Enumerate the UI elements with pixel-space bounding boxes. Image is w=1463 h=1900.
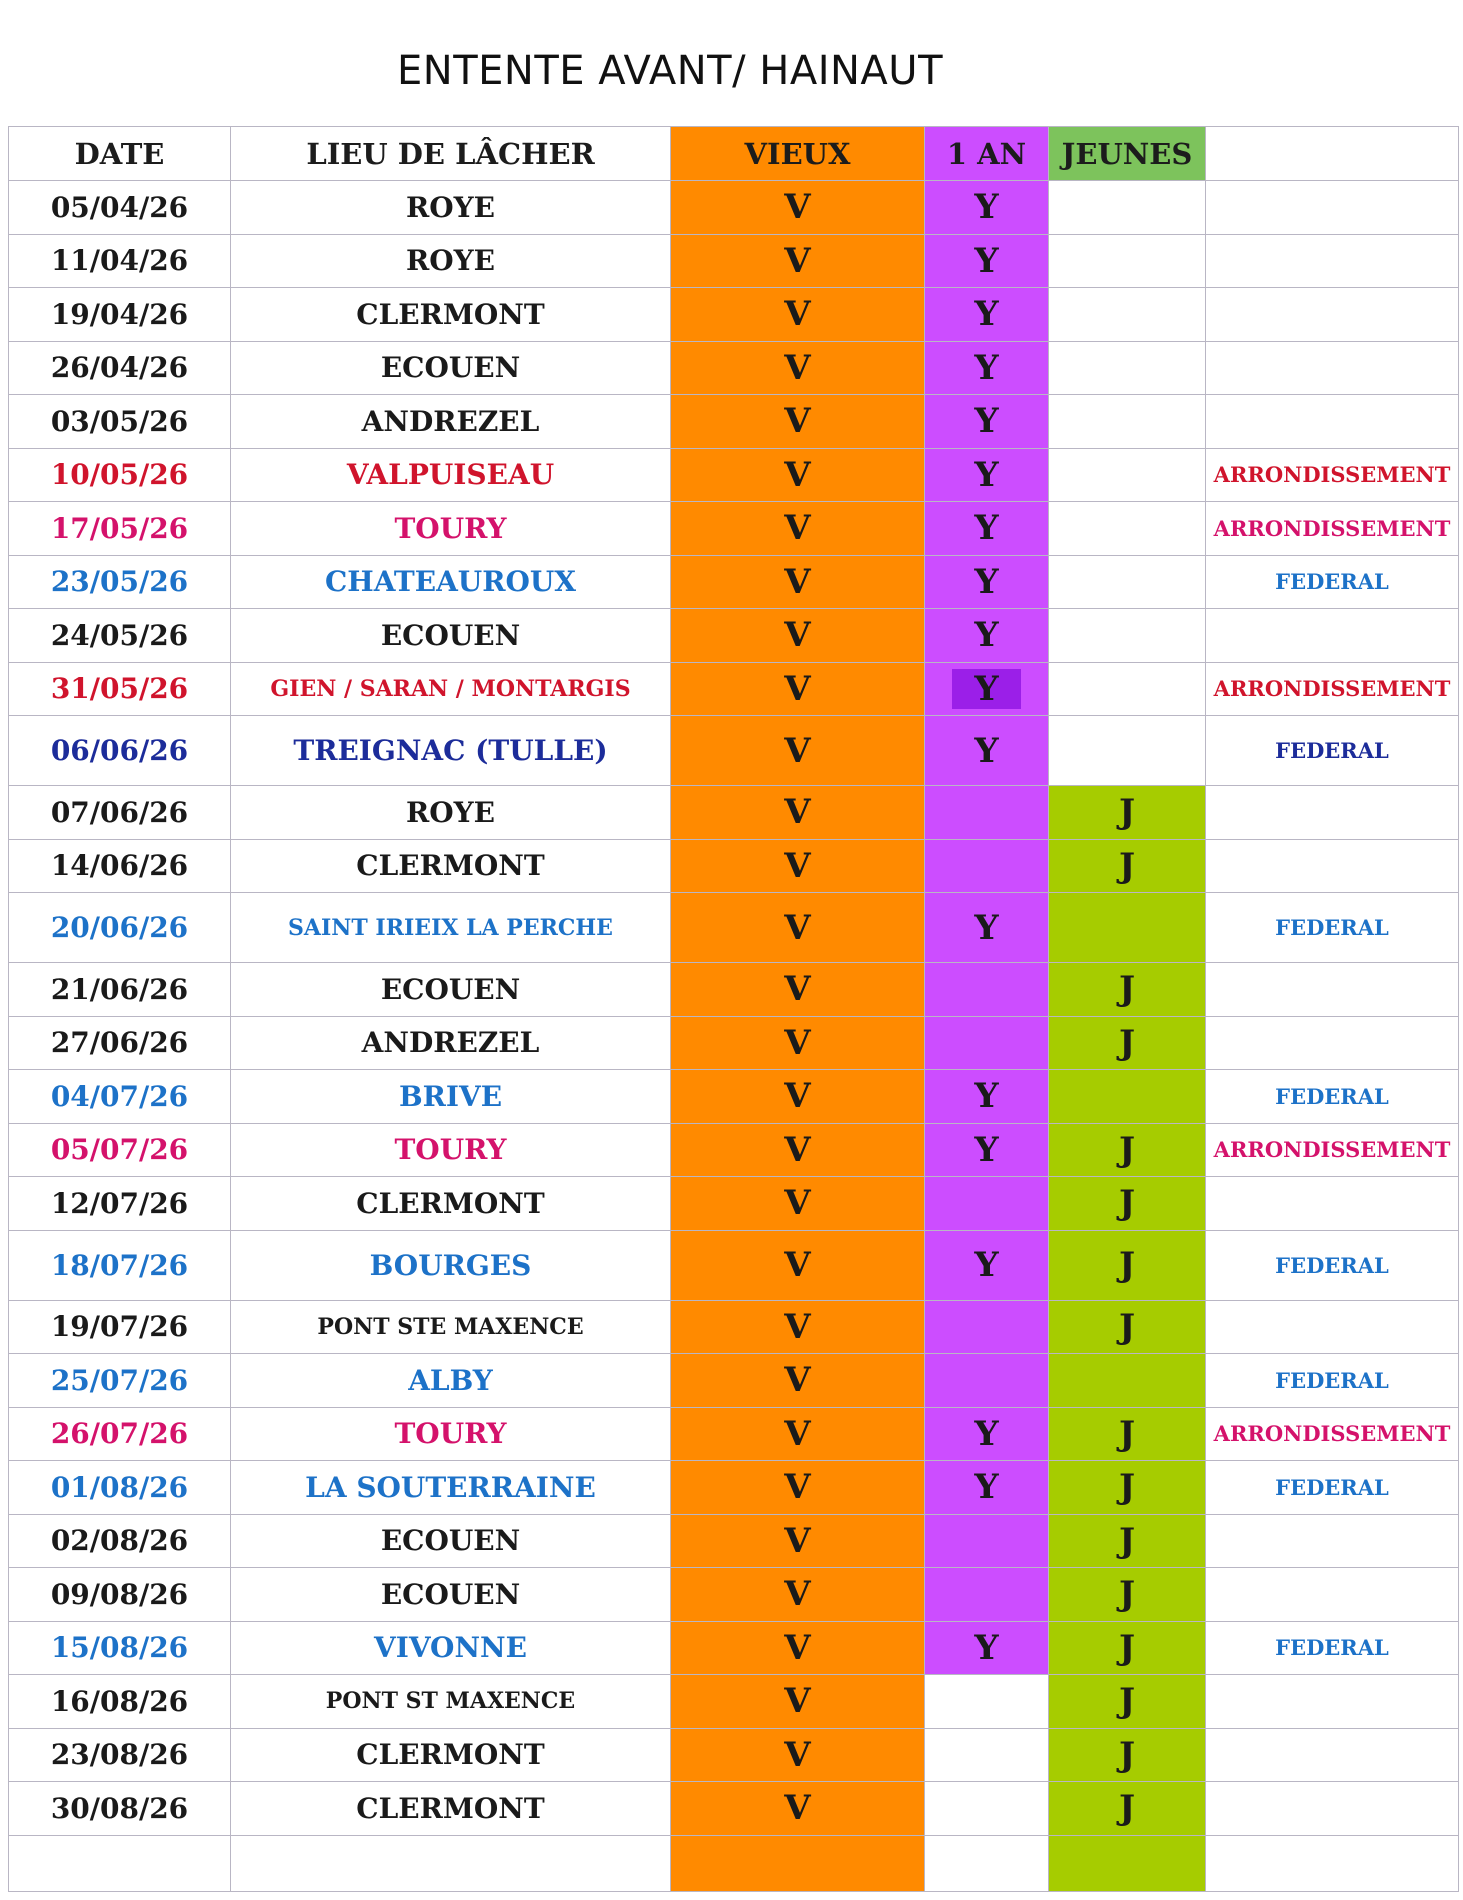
lieu-cell: SAINT IRIEIX LA PERCHE	[231, 893, 671, 963]
type-cell	[1206, 786, 1459, 840]
an-cell: Y	[925, 1461, 1049, 1515]
an-cell	[925, 786, 1049, 840]
lieu-cell: ALBY	[231, 1354, 671, 1408]
header-lieu: LIEU DE LÂCHER	[231, 127, 671, 181]
vieux-cell: V	[671, 1568, 925, 1622]
jeunes-cell	[1049, 1354, 1206, 1408]
lieu-cell: PONT ST MAXENCE	[231, 1675, 671, 1729]
vieux-cell: V	[671, 341, 925, 395]
lieu-cell: ANDREZEL	[231, 1016, 671, 1070]
vieux-cell: V	[671, 1728, 925, 1782]
vieux-cell: V	[671, 234, 925, 288]
lieu-cell: CLERMONT	[231, 288, 671, 342]
date-cell: 05/04/26	[9, 181, 231, 235]
lieu-cell: ECOUEN	[231, 1514, 671, 1568]
an-cell	[925, 1568, 1049, 1622]
an-cell: Y	[925, 893, 1049, 963]
type-cell	[1206, 288, 1459, 342]
lieu-cell: CLERMONT	[231, 839, 671, 893]
vieux-cell: V	[671, 963, 925, 1017]
date-cell: 20/06/26	[9, 893, 231, 963]
table-row	[9, 1835, 1459, 1891]
jeunes-cell: J	[1049, 1675, 1206, 1729]
type-cell: FEDERAL	[1206, 1354, 1459, 1408]
jeunes-cell	[1049, 555, 1206, 609]
jeunes-cell	[1049, 502, 1206, 556]
table-row	[9, 448, 1459, 502]
jeunes-cell	[1049, 609, 1206, 663]
an-cell: Y	[925, 234, 1049, 288]
vieux-cell	[671, 1835, 925, 1891]
lieu-cell: CLERMONT	[231, 1782, 671, 1836]
table-row	[9, 395, 1459, 449]
lieu-cell: LA SOUTERRAINE	[231, 1461, 671, 1515]
vieux-cell: V	[671, 555, 925, 609]
lieu-cell: ECOUEN	[231, 963, 671, 1017]
vieux-cell: V	[671, 1782, 925, 1836]
an-cell	[925, 1354, 1049, 1408]
date-cell: 07/06/26	[9, 786, 231, 840]
an-cell: Y	[925, 1621, 1049, 1675]
type-cell: FEDERAL	[1206, 716, 1459, 786]
table-row	[9, 1568, 1459, 1622]
an-cell: Y	[925, 448, 1049, 502]
lieu-cell: ANDREZEL	[231, 395, 671, 449]
an-highlight-mark: Y	[952, 669, 1020, 709]
jeunes-cell	[1049, 341, 1206, 395]
an-cell: Y	[925, 288, 1049, 342]
lieu-cell: CHATEAUROUX	[231, 555, 671, 609]
lieu-cell: ROYE	[231, 181, 671, 235]
jeunes-cell: J	[1049, 1461, 1206, 1515]
date-cell: 09/08/26	[9, 1568, 231, 1622]
lieu-cell: GIEN / SARAN / MONTARGIS	[231, 662, 671, 716]
jeunes-cell	[1049, 1070, 1206, 1124]
table-row	[9, 1230, 1459, 1300]
vieux-cell: V	[671, 786, 925, 840]
lieu-cell: TOURY	[231, 502, 671, 556]
type-cell	[1206, 181, 1459, 235]
jeunes-cell: J	[1049, 1016, 1206, 1070]
lieu-cell: BOURGES	[231, 1230, 671, 1300]
table-row	[9, 1354, 1459, 1408]
type-cell	[1206, 963, 1459, 1017]
vieux-cell: V	[671, 893, 925, 963]
jeunes-cell	[1049, 1835, 1206, 1891]
type-cell	[1206, 1782, 1459, 1836]
date-cell: 26/07/26	[9, 1407, 231, 1461]
table-row	[9, 1782, 1459, 1836]
type-cell: FEDERAL	[1206, 893, 1459, 963]
date-cell: 23/08/26	[9, 1728, 231, 1782]
jeunes-cell: J	[1049, 1621, 1206, 1675]
date-cell: 23/05/26	[9, 555, 231, 609]
vieux-cell: V	[671, 1621, 925, 1675]
table-row	[9, 1300, 1459, 1354]
an-cell: Y	[925, 1070, 1049, 1124]
lieu-cell: ECOUEN	[231, 609, 671, 663]
vieux-cell: V	[671, 395, 925, 449]
page-title: ENTENTE AVANT/ HAINAUT	[397, 48, 943, 94]
date-cell: 27/06/26	[9, 1016, 231, 1070]
type-cell	[1206, 1835, 1459, 1891]
date-cell: 03/05/26	[9, 395, 231, 449]
lieu-cell	[231, 1835, 671, 1891]
jeunes-cell: J	[1049, 1568, 1206, 1622]
lieu-cell: PONT STE MAXENCE	[231, 1300, 671, 1354]
table-row	[9, 234, 1459, 288]
an-cell	[925, 1728, 1049, 1782]
type-cell	[1206, 1514, 1459, 1568]
table-row	[9, 1407, 1459, 1461]
date-cell: 31/05/26	[9, 662, 231, 716]
schedule-table	[8, 126, 1459, 1892]
date-cell: 16/08/26	[9, 1675, 231, 1729]
jeunes-cell: J	[1049, 1123, 1206, 1177]
date-cell: 02/08/26	[9, 1514, 231, 1568]
table-row	[9, 609, 1459, 663]
type-cell	[1206, 839, 1459, 893]
date-cell	[9, 1835, 231, 1891]
type-cell	[1206, 341, 1459, 395]
vieux-cell: V	[671, 1461, 925, 1515]
date-cell: 25/07/26	[9, 1354, 231, 1408]
table-row	[9, 1123, 1459, 1177]
type-cell: FEDERAL	[1206, 1461, 1459, 1515]
an-cell: Y	[925, 716, 1049, 786]
date-cell: 04/07/26	[9, 1070, 231, 1124]
an-cell	[925, 963, 1049, 1017]
an-cell	[925, 839, 1049, 893]
vieux-cell: V	[671, 1123, 925, 1177]
jeunes-cell	[1049, 448, 1206, 502]
an-cell: Y	[925, 395, 1049, 449]
jeunes-cell	[1049, 181, 1206, 235]
lieu-cell: TOURY	[231, 1407, 671, 1461]
lieu-cell: CLERMONT	[231, 1177, 671, 1231]
jeunes-cell: J	[1049, 786, 1206, 840]
an-cell	[925, 662, 1049, 716]
vieux-cell: V	[671, 448, 925, 502]
an-cell: Y	[925, 1230, 1049, 1300]
vieux-cell: V	[671, 662, 925, 716]
type-cell: ARRONDISSEMENT	[1206, 502, 1459, 556]
date-cell: 30/08/26	[9, 1782, 231, 1836]
vieux-cell: V	[671, 1675, 925, 1729]
date-cell: 18/07/26	[9, 1230, 231, 1300]
date-cell: 01/08/26	[9, 1461, 231, 1515]
table-row	[9, 1016, 1459, 1070]
date-cell: 05/07/26	[9, 1123, 231, 1177]
date-cell: 11/04/26	[9, 234, 231, 288]
table-row	[9, 288, 1459, 342]
vieux-cell: V	[671, 1300, 925, 1354]
date-cell: 26/04/26	[9, 341, 231, 395]
table-row	[9, 786, 1459, 840]
lieu-cell: TREIGNAC (TULLE)	[231, 716, 671, 786]
jeunes-cell: J	[1049, 1300, 1206, 1354]
table-row	[9, 1675, 1459, 1729]
table-row	[9, 1621, 1459, 1675]
an-cell	[925, 1016, 1049, 1070]
header-date: DATE	[9, 127, 231, 181]
table-row	[9, 555, 1459, 609]
lieu-cell: CLERMONT	[231, 1728, 671, 1782]
an-cell	[925, 1835, 1049, 1891]
lieu-cell: VALPUISEAU	[231, 448, 671, 502]
header-type	[1206, 127, 1459, 181]
table-row	[9, 341, 1459, 395]
type-cell	[1206, 1675, 1459, 1729]
date-cell: 10/05/26	[9, 448, 231, 502]
date-cell: 19/07/26	[9, 1300, 231, 1354]
table-row	[9, 502, 1459, 556]
header-1-an: 1 AN	[925, 127, 1049, 181]
vieux-cell: V	[671, 716, 925, 786]
date-cell: 21/06/26	[9, 963, 231, 1017]
header-vieux: VIEUX	[671, 127, 925, 181]
an-cell	[925, 1782, 1049, 1836]
vieux-cell: V	[671, 839, 925, 893]
an-cell: Y	[925, 1407, 1049, 1461]
vieux-cell: V	[671, 1407, 925, 1461]
an-cell: Y	[925, 502, 1049, 556]
type-cell	[1206, 1728, 1459, 1782]
vieux-cell: V	[671, 1016, 925, 1070]
vieux-cell: V	[671, 1230, 925, 1300]
vieux-cell: V	[671, 1177, 925, 1231]
vieux-cell: V	[671, 181, 925, 235]
table-row	[9, 181, 1459, 235]
table-row	[9, 839, 1459, 893]
date-cell: 15/08/26	[9, 1621, 231, 1675]
date-cell: 12/07/26	[9, 1177, 231, 1231]
vieux-cell: V	[671, 502, 925, 556]
header-row	[9, 127, 1459, 181]
table-row	[9, 963, 1459, 1017]
table-row	[9, 1070, 1459, 1124]
type-cell	[1206, 234, 1459, 288]
vieux-cell: V	[671, 1514, 925, 1568]
table-row	[9, 1177, 1459, 1231]
lieu-cell: TOURY	[231, 1123, 671, 1177]
an-cell	[925, 1300, 1049, 1354]
jeunes-cell	[1049, 893, 1206, 963]
table-row	[9, 1461, 1459, 1515]
lieu-cell: ROYE	[231, 234, 671, 288]
jeunes-cell: J	[1049, 839, 1206, 893]
an-cell	[925, 1514, 1049, 1568]
jeunes-cell: J	[1049, 1177, 1206, 1231]
type-cell	[1206, 395, 1459, 449]
schedule-body	[9, 181, 1459, 1892]
vieux-cell: V	[671, 1354, 925, 1408]
jeunes-cell	[1049, 288, 1206, 342]
table-row	[9, 662, 1459, 716]
jeunes-cell: J	[1049, 1514, 1206, 1568]
table-row	[9, 1728, 1459, 1782]
type-cell: FEDERAL	[1206, 1070, 1459, 1124]
type-cell: ARRONDISSEMENT	[1206, 662, 1459, 716]
type-cell: ARRONDISSEMENT	[1206, 1407, 1459, 1461]
vieux-cell: V	[671, 1070, 925, 1124]
an-cell: Y	[925, 609, 1049, 663]
jeunes-cell	[1049, 716, 1206, 786]
date-cell: 14/06/26	[9, 839, 231, 893]
date-cell: 17/05/26	[9, 502, 231, 556]
lieu-cell: BRIVE	[231, 1070, 671, 1124]
jeunes-cell	[1049, 234, 1206, 288]
type-cell	[1206, 1016, 1459, 1070]
jeunes-cell	[1049, 662, 1206, 716]
type-cell: ARRONDISSEMENT	[1206, 1123, 1459, 1177]
jeunes-cell: J	[1049, 1407, 1206, 1461]
type-cell: FEDERAL	[1206, 1621, 1459, 1675]
table-row	[9, 1514, 1459, 1568]
type-cell: FEDERAL	[1206, 555, 1459, 609]
jeunes-cell: J	[1049, 1230, 1206, 1300]
type-cell	[1206, 1300, 1459, 1354]
jeunes-cell: J	[1049, 963, 1206, 1017]
an-cell	[925, 1675, 1049, 1729]
jeunes-cell: J	[1049, 1782, 1206, 1836]
an-cell: Y	[925, 555, 1049, 609]
an-cell: Y	[925, 1123, 1049, 1177]
date-cell: 24/05/26	[9, 609, 231, 663]
lieu-cell: ECOUEN	[231, 1568, 671, 1622]
table-row	[9, 893, 1459, 963]
jeunes-cell	[1049, 395, 1206, 449]
type-cell: ARRONDISSEMENT	[1206, 448, 1459, 502]
vieux-cell: V	[671, 288, 925, 342]
type-cell: FEDERAL	[1206, 1230, 1459, 1300]
lieu-cell: ROYE	[231, 786, 671, 840]
an-cell	[925, 1177, 1049, 1231]
date-cell: 19/04/26	[9, 288, 231, 342]
an-cell: Y	[925, 341, 1049, 395]
lieu-cell: VIVONNE	[231, 1621, 671, 1675]
table-row	[9, 716, 1459, 786]
header-jeunes: JEUNES	[1049, 127, 1206, 181]
jeunes-cell: J	[1049, 1728, 1206, 1782]
type-cell	[1206, 1568, 1459, 1622]
type-cell	[1206, 1177, 1459, 1231]
lieu-cell: ECOUEN	[231, 341, 671, 395]
vieux-cell: V	[671, 609, 925, 663]
an-cell: Y	[925, 181, 1049, 235]
date-cell: 06/06/26	[9, 716, 231, 786]
type-cell	[1206, 609, 1459, 663]
